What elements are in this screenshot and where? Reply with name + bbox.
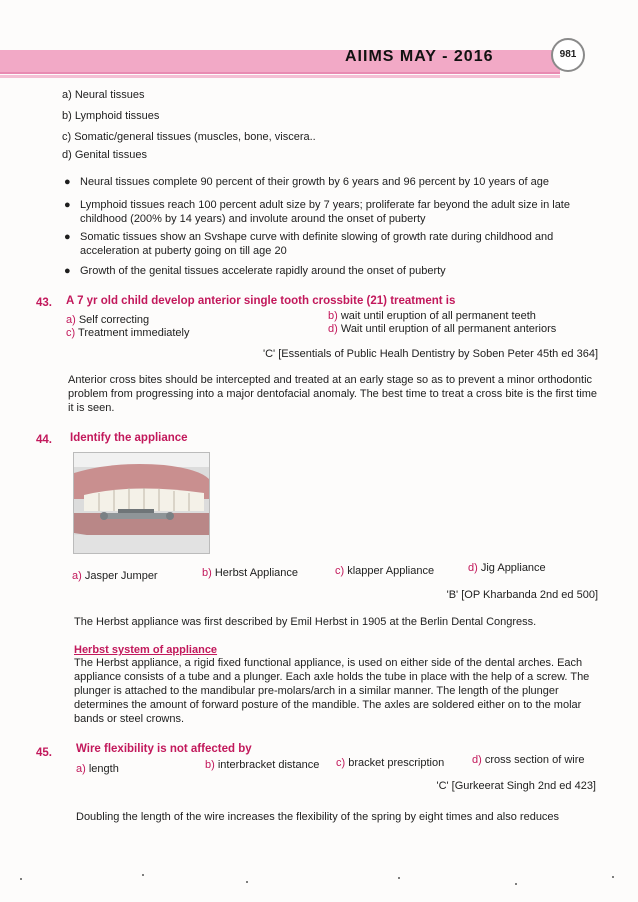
question-number: 45.: [36, 747, 52, 759]
page-number-badge: 981: [551, 38, 585, 72]
detail-paragraph: The Herbst appliance, a rigid fixed functional appliance, is used on either side of the dental arches. Each appliance consists of a tube and a plunger. Each axle holds the tube in place with the help of a screw. The plunger is attached to the mandibular pre-molars/arch in a similar manner. The length of the plunger determines the amount of forward posture of the mandible. The axles are soldered either on to the molar bands or steel crowns.: [74, 657, 590, 725]
answer-reference: 'C' [Essentials of Public Healh Dentistry by Soben Peter 45th ed 364]: [263, 348, 598, 360]
question-number: 43.: [36, 297, 52, 309]
bullet-dot-icon: ●: [64, 199, 71, 211]
option: a) Jasper Jumper: [72, 570, 158, 582]
bullet-text: Neural tissues complete 90 percent of their growth by 6 years and 96 percent by 10 years of age: [80, 176, 549, 188]
scan-speck: [20, 878, 22, 880]
bullet-dot-icon: ●: [64, 265, 71, 277]
option: d) cross section of wire: [472, 754, 585, 766]
bullet-text: Growth of the genital tissues accelerate rapidly around the onset of puberty: [80, 265, 446, 277]
question-text: A 7 yr old child develop anterior single tooth crossbite (21) treatment is: [66, 295, 456, 307]
option: d) Jig Appliance: [468, 562, 546, 574]
scan-speck: [246, 881, 248, 883]
answer-reference: 'C' [Gurkeerat Singh 2nd ed 423]: [436, 780, 596, 792]
option: d) Wait until eruption of all permanent anteriors: [328, 323, 557, 335]
bullet-dot-icon: ●: [64, 176, 71, 188]
scan-speck: [515, 883, 517, 885]
option: a) Self correcting: [66, 314, 150, 326]
option: a) length: [76, 763, 119, 775]
question-text: Identify the appliance: [70, 432, 188, 444]
option: c) klapper Appliance: [335, 565, 435, 577]
intro-option: a) Neural tissues: [62, 89, 145, 101]
bullet-text: Somatic tissues show an Svshape curve with definite slowing of growth rate during childhood and acceleration at puberty going on till age 20: [80, 231, 554, 257]
intro-option: c) Somatic/general tissues (muscles, bone, viscera..: [62, 131, 316, 143]
intro-option: b) Lymphoid tissues: [62, 110, 160, 122]
section-subheading: Herbst system of appliance: [74, 644, 218, 656]
option: b) wait until eruption of all permanent teeth: [328, 310, 536, 322]
bullet-dot-icon: ●: [64, 231, 71, 243]
option: c) bracket prescription: [336, 757, 445, 769]
question-text: Wire flexibility is not affected by: [76, 743, 252, 755]
option: c) Treatment immediately: [66, 327, 190, 339]
scan-speck: [398, 877, 400, 879]
question-number: 44.: [36, 434, 52, 446]
bullet-text: Lymphoid tissues reach 100 percent adult size by 7 years; proliferate far beyond the adult size in late childhood (200% by 14 years) and involute around the onset of puberty: [80, 199, 570, 225]
header-stripe: [0, 75, 560, 78]
option: b) interbracket distance: [205, 759, 320, 771]
scan-speck: [612, 876, 614, 878]
explanation-text: Doubling the length of the wire increases the flexibility of the spring by eight times and also reduces: [76, 811, 560, 823]
herbst-appliance-photo: [73, 452, 210, 554]
intro-option: d) Genital tissues: [62, 149, 147, 161]
option: b) Herbst Appliance: [202, 567, 299, 579]
answer-reference: 'B' [OP Kharbanda 2nd ed 500]: [446, 589, 598, 601]
page-title: AIIMS MAY - 2016: [345, 48, 494, 65]
explanation-text: The Herbst appliance was first described by Emil Herbst in 1905 at the Berlin Dental Congress.: [74, 616, 537, 628]
scan-speck: [142, 874, 144, 876]
explanation-text: Anterior cross bites should be intercepted and treated at an early stage so as to prevent a minor orthodontic problem from progressing into a major dentofacial anomaly. The best time to treat a cross bite is the first time it is seen.: [68, 374, 598, 414]
